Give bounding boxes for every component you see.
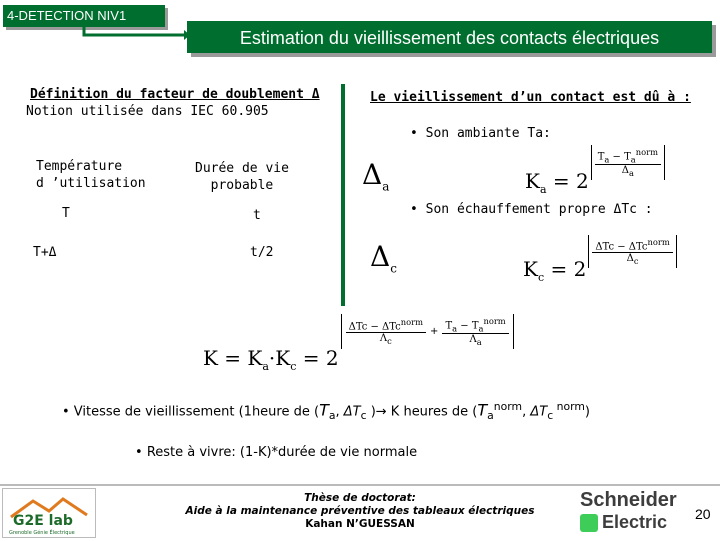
- definition-title: Définition du facteur de doublement Δ: [30, 87, 320, 102]
- column-header-temperature: Température d ’utilisation: [36, 159, 146, 191]
- connector-arrow-icon: [80, 25, 190, 45]
- schneider-logo: Schneider Electric: [580, 489, 677, 532]
- row-temp-1: T: [62, 206, 70, 221]
- schneider-mark-icon: [580, 514, 598, 532]
- section-tag: 4-DETECTION NIV1: [3, 5, 165, 27]
- speed-bullet: • Vitesse de vieillissement (1heure de ($T_a$, $\Delta T_c$ )→ K heures de ($T_a^{norm}$, $\Delta T_c$ $^{norm}$): [62, 400, 590, 422]
- row-temp-2: T+Δ: [33, 245, 57, 260]
- g2elab-logo: [2, 488, 96, 538]
- right-section-title: Le vieillissement d’un contact est dû à :: [370, 90, 691, 105]
- equation-kc: $K_c = 2$ $\frac{\Delta Tc - \Delta Tc^{norm}}{\Delta_c}$: [523, 235, 677, 284]
- row-life-1: t: [253, 208, 261, 223]
- row-life-2: t/2: [250, 245, 274, 260]
- column-header-lifetime: Durée de vie probable: [195, 161, 289, 193]
- page-number: 20: [695, 506, 711, 522]
- bullet-self-heating: • Son échauffement propre ΔTc :: [410, 202, 653, 217]
- bullet-ambient: • Son ambiante Ta:: [410, 126, 551, 141]
- remaining-life-bullet: • Reste à vivre: (1-K)*durée de vie normale: [135, 445, 418, 460]
- definition-subtitle: Notion utilisée dans IEC 60.905: [26, 104, 269, 119]
- equation-ka: $K_a = 2$ $\frac{T_a - T_a^{norm}}{\Delta_a}$: [525, 145, 665, 196]
- delta-c-symbol: $\Delta_c$: [370, 240, 397, 276]
- svg-text:Grenoble Génie Électrique: Grenoble Génie Électrique: [9, 530, 75, 536]
- page-title: Estimation du vieillissement des contacts électriques: [187, 21, 712, 53]
- footer-divider: [0, 484, 720, 486]
- vertical-divider: [341, 84, 345, 306]
- thesis-info: Thèse de doctorat: Aide à la maintenance préventive des tableaux électriques Kahan N’GUESSAN: [185, 492, 535, 530]
- svg-text:G2E lab: G2E lab: [13, 513, 73, 529]
- delta-a-symbol: $\Delta_a$: [362, 158, 390, 194]
- equation-k-total: $K = K_a\cdot K_c = 2$ $\frac{\Delta Tc - \Delta Tc^{norm}}{\Lambda_c}$ + $\frac{T_a - T_a^{norm}}{\Lambda_a}$: [203, 314, 514, 373]
